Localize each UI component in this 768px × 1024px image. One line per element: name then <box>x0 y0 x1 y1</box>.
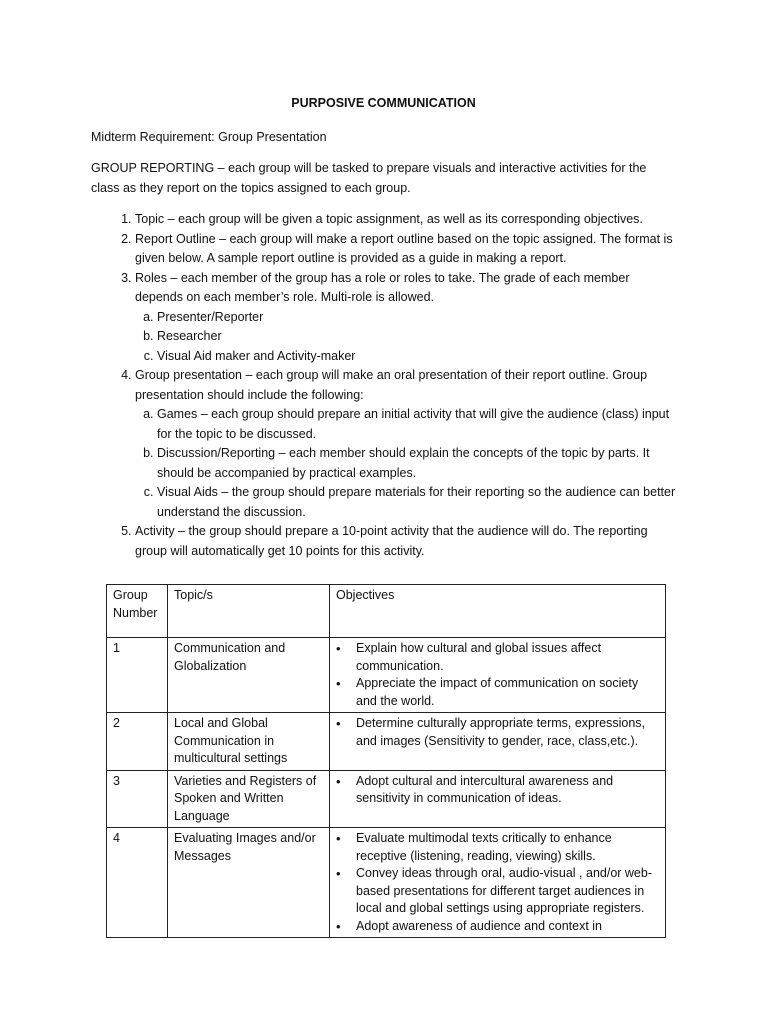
list-item-text: Activity – the group should prepare a 10-point activity that the audience will do. The reporting group will automatically get 10 points for this activity. <box>135 524 648 558</box>
sublist-item: b. Researcher <box>157 327 676 347</box>
sublist-item: a. Games – each group should prepare an initial activity that will give the audience (class) input for the topic to be discussed. <box>157 405 676 444</box>
topics-table <box>106 584 666 938</box>
header-topics: Topic/s <box>168 585 330 638</box>
topic-cell: Varieties and Registers of Spoken and Written Language <box>168 770 330 828</box>
list-item <box>135 366 676 522</box>
objective-item: • Adopt awareness of audience and context in <box>356 918 660 936</box>
list-item <box>135 210 676 230</box>
header-objectives: Objectives <box>330 585 666 638</box>
objectives-cell <box>330 770 666 828</box>
list-item <box>135 269 676 367</box>
objective-item: • Determine culturally appropriate terms, expressions, and images (Sensitivity to gender, race, class,etc.). <box>356 715 660 750</box>
group-number-cell: 4 <box>107 828 168 938</box>
objectives-cell <box>330 713 666 771</box>
objective-item: • Explain how cultural and global issues affect communication. <box>356 640 660 675</box>
topic-cell: Communication and Globalization <box>168 638 330 713</box>
group-number-cell: 2 <box>107 713 168 771</box>
list-item-text: Report Outline – each group will make a report outline based on the topic assigned. The format is given below. A sample report outline is provided as a guide in making a report. <box>135 231 673 265</box>
topic-cell: Evaluating Images and/or Messages <box>168 828 330 938</box>
header-group-number: Group Number <box>107 585 168 638</box>
requirements-list <box>91 210 676 561</box>
list-item-text: Topic – each group will be given a topic assignment, as well as its corresponding objectives. <box>135 212 643 226</box>
list-item <box>135 230 676 269</box>
sublist-item: c. Visual Aids – the group should prepare materials for their reporting so the audience can better understand the discussion. <box>157 483 676 522</box>
list-item-text: Roles – each member of the group has a role or roles to take. The grade of each member depends on each member’s role. Multi-role is allowed. <box>135 270 630 304</box>
page-title: PURPOSIVE COMMUNICATION <box>291 96 476 110</box>
group-number-cell: 3 <box>107 770 168 828</box>
subtitle: Midterm Requirement: Group Presentation <box>91 129 327 144</box>
sublist-item: a. Presenter/Reporter <box>157 308 676 328</box>
objectives-cell <box>330 638 666 713</box>
objectives-cell <box>330 828 666 938</box>
table-header-row <box>107 585 666 638</box>
objective-item: • Appreciate the impact of communication on society and the world. <box>356 675 660 710</box>
sublist-item: b. Discussion/Reporting – each member should explain the concepts of the topic by parts. It should be accompanied by practical examples. <box>157 444 676 483</box>
group-number-cell: 1 <box>107 638 168 713</box>
objective-item: • Convey ideas through oral, audio-visual , and/or web-based presentations for different target audiences in local and global settings using appropriate registers. <box>356 865 660 918</box>
objective-item: • Evaluate multimodal texts critically to enhance receptive (listening, reading, viewing) skills. <box>356 830 660 865</box>
document-body <box>91 90 676 561</box>
roles-sublist <box>135 308 676 367</box>
sublist-item: c. Visual Aid maker and Activity-maker <box>157 347 676 367</box>
table-row <box>107 713 666 771</box>
presentation-sublist <box>135 405 676 522</box>
objective-item: • Adopt cultural and intercultural awareness and sensitivity in communication of ideas. <box>356 773 660 808</box>
list-item-text: Group presentation – each group will make an oral presentation of their report outline. Group presentation should include the following: <box>135 368 648 402</box>
table-row <box>107 828 666 938</box>
topic-cell: Local and Global Communication in multicultural settings <box>168 713 330 771</box>
list-item <box>135 522 676 561</box>
intro-paragraph: GROUP REPORTING – each group will be tasked to prepare visuals and interactive activities for the class as they report on the topics assigned to each group. <box>91 161 647 195</box>
table-row <box>107 638 666 713</box>
table-row <box>107 770 666 828</box>
